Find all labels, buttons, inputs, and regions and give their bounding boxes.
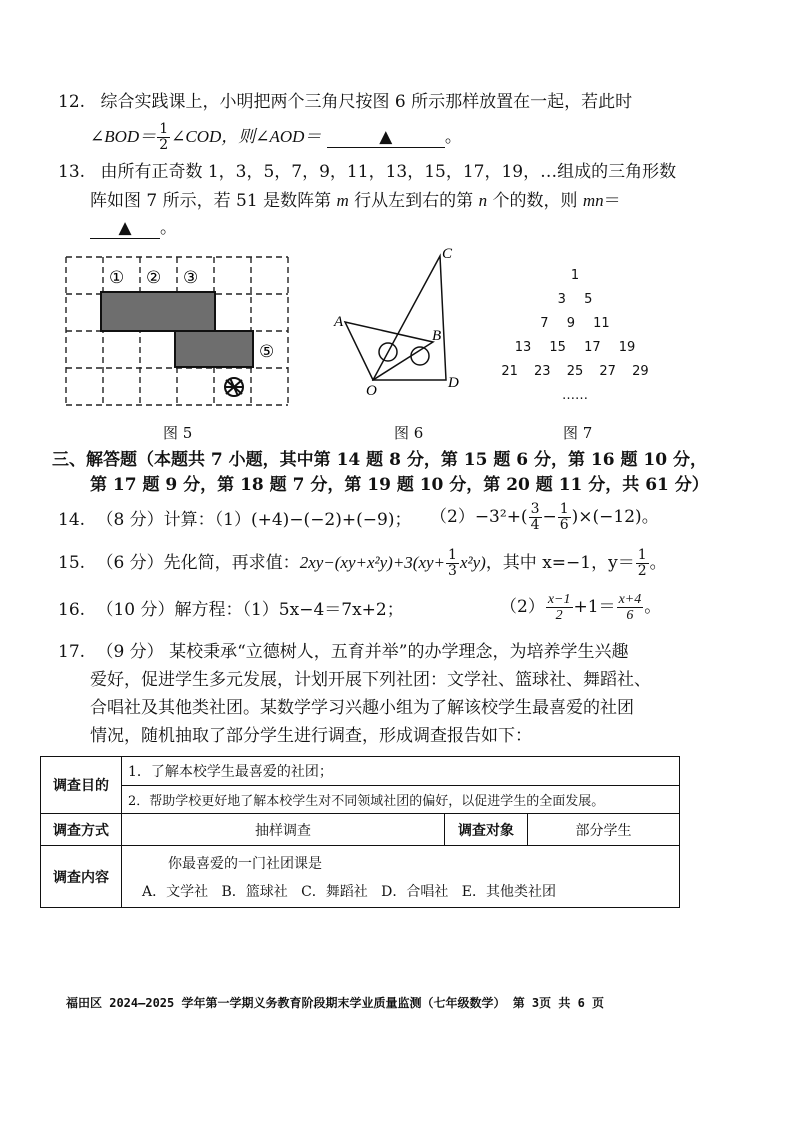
q13-text-2c: 个的数，则	[492, 191, 578, 211]
fig5-shaded-rect-top	[101, 292, 215, 331]
fig7-row-4	[490, 340, 660, 364]
q15-y-frac	[636, 548, 649, 579]
survey-row-purpose	[41, 757, 680, 786]
fig7-number: 1	[570, 268, 580, 283]
fig6-triangle-cod	[373, 256, 446, 380]
section-3-title-line2: 第 17 题 9 分，第 18 题 7 分，第 19 题 10 分，第 20 题 11 分，共 61 分）	[90, 475, 709, 495]
fig6-label-o: O	[366, 383, 377, 399]
q17-line4: 情况，随机抽取了部分学生进行调查，形成调查报告如下：	[90, 726, 532, 746]
q17-line1	[58, 642, 628, 662]
q13-line3	[90, 218, 177, 239]
fig7-number: 13	[514, 340, 532, 355]
q12-line1	[58, 92, 632, 112]
q12-frac-num: 1	[159, 121, 169, 137]
q13-line2	[90, 191, 621, 211]
q13-text-2a: 阵如图 7 所示，若 51 是数阵第	[90, 191, 332, 211]
q14-part1: （8 分）计算：（1）(+4)−(−2)+(−9)；	[96, 510, 412, 530]
fig5-label-5: ⑤	[259, 342, 275, 362]
q15-number: 15.	[58, 553, 86, 573]
q15-frac-num: 1	[448, 547, 457, 563]
q16-frac-2	[617, 592, 644, 623]
survey-row-purpose-2	[41, 786, 680, 814]
q16-part2	[500, 592, 661, 623]
fig7-row-2	[490, 292, 660, 316]
q14-part2-a: （2）−3²+(	[430, 507, 528, 527]
fig6-label-d: D	[448, 375, 459, 391]
q15-expr-a: 2xy−(xy+x²y)+3(xy+	[299, 553, 446, 572]
q12-angle-bod: ∠BOD＝	[90, 127, 157, 146]
q16-number: 16.	[58, 600, 86, 620]
q14-frac-1-den: 4	[530, 517, 540, 533]
q13-text-2d: ＝	[603, 191, 621, 211]
q16-end: 。	[644, 597, 662, 617]
fig7-number: 11	[593, 316, 610, 331]
fig7-number: 19	[618, 340, 636, 355]
figure-7-caption: 图 7	[563, 424, 593, 442]
fig7-number: 7	[540, 316, 549, 331]
q13-end: 。	[160, 218, 177, 238]
q16-frac-2-den: 6	[626, 608, 634, 623]
q13-text-1: 由所有正奇数 1，3，5，7，9，11，13，15，17，19，…组成的三角形数	[100, 162, 677, 182]
fig7-number: 27	[599, 364, 616, 379]
q17-line3: 合唱社及其他类社团。某数学学习兴趣小组为了解该校学生最喜爱的社团	[90, 698, 634, 718]
figure-6-caption: 图 6	[394, 424, 424, 442]
q12-number: 12.	[58, 92, 86, 112]
q14-part2	[430, 502, 659, 533]
q16-part1: （10 分）解方程：（1）5x−4＝7x+2；	[96, 600, 404, 620]
fig7-number: 21	[501, 364, 518, 379]
survey-object-label: 调查对象	[445, 814, 528, 846]
q16-frac-1-num: x−1	[547, 592, 571, 607]
page-footer: 福田区 2024—2025 学年第一学期义务教育阶段期末学业质量监测（七年级数学） 第 3页 共 6 页	[66, 996, 605, 1010]
q13-var-n: n	[478, 191, 488, 210]
fig5-label-1: ①	[109, 268, 125, 288]
q12-answer-mark: ▲	[379, 127, 393, 147]
figure-7	[490, 268, 660, 408]
survey-row-method	[41, 814, 680, 846]
survey-purpose-2: 2．帮助学校更好地了解本校学生对不同领域社团的偏好，以促进学生的全面发展。	[122, 786, 680, 814]
survey-table	[40, 756, 680, 908]
q15-frac-den: 3	[448, 563, 457, 579]
fig7-row-5	[490, 364, 660, 388]
fig5-label-2: ②	[146, 268, 162, 288]
q17-line2: 爱好，促进学生多元发展，计划开展下列社团：文学社、篮球社、舞蹈社、	[90, 670, 651, 690]
q16-frac-2-num: x+4	[618, 592, 642, 607]
fig7-number: 29	[632, 364, 649, 379]
fig7-row-3	[490, 316, 660, 340]
survey-method-value: 抽样调查	[122, 814, 445, 846]
q15-condition: ，其中 x=−1，y＝	[485, 553, 635, 573]
section-3-title: 三、解答题（本题共 7 小题，其中第 14 题 8 分，第 15 题 6 分，第 16 题 10 分，	[52, 450, 707, 470]
q13-var-mn: mn	[582, 191, 604, 210]
fig6-label-c: C	[442, 246, 453, 262]
q15-y-den: 2	[637, 563, 647, 579]
q12-frac-den: 2	[159, 137, 169, 153]
q14-frac-2	[558, 502, 571, 533]
figure-6	[328, 244, 468, 404]
fig7-number: 5	[584, 292, 593, 307]
survey-purpose-label: 调查目的	[41, 757, 122, 814]
q13-text-2b: 行从左到右的第	[354, 191, 474, 211]
q12-fraction	[157, 122, 170, 153]
fig6-label-b: B	[432, 328, 442, 344]
fig7-number: 17	[584, 340, 601, 355]
survey-content-label: 调查内容	[41, 846, 122, 908]
q12-text: 综合实践课上，小明把两个三角尺按图 6 所示那样放置在一起，若此时	[100, 92, 633, 112]
q15	[58, 548, 667, 579]
fig7-number: 3	[557, 292, 566, 307]
figure-5-caption: 图 5	[163, 424, 193, 442]
fig5-label-3: ③	[183, 268, 199, 288]
fig7-number: 25	[566, 364, 584, 379]
figure-5	[62, 254, 294, 410]
fig7-row-1	[490, 268, 660, 292]
q14-number: 14.	[58, 510, 86, 530]
q16	[58, 600, 404, 620]
q12-angle-cod: ∠COD，则∠AOD＝	[171, 127, 322, 146]
q16-frac-1-den: 2	[555, 608, 563, 623]
survey-object-value: 部分学生	[528, 814, 680, 846]
q13-number: 13.	[58, 162, 86, 182]
fig5-shaded-rect-bottom	[175, 331, 253, 367]
q12-line2	[90, 122, 462, 153]
survey-method-label: 调查方式	[41, 814, 122, 846]
q13-line1	[58, 162, 676, 182]
q13-answer-blank	[90, 218, 160, 239]
q14-frac-1	[529, 502, 542, 533]
q17-text-1: （9 分） 某校秉承“立德树人，五育并举”的办学理念，为培养学生兴趣	[96, 642, 629, 662]
q14-minus: −	[542, 507, 557, 527]
q16-plus-one: +1＝	[573, 597, 616, 617]
fig5-scribbled-mark	[225, 378, 243, 396]
q14	[58, 510, 411, 530]
fig7-ellipsis: ……	[562, 388, 588, 403]
q13-var-m: m	[336, 191, 349, 210]
q12-answer-blank	[327, 127, 445, 148]
survey-purpose-1: 1．了解本校学生最喜爱的社团；	[122, 757, 680, 786]
survey-content-options: A．文学社 B．篮球社 C．舞蹈社 D．合唱社 E．其他类社团	[142, 883, 556, 900]
q16-frac-1	[546, 592, 573, 623]
q14-part2-b: )×(−12)。	[571, 507, 659, 527]
q15-expr-b: x²y)	[459, 553, 486, 572]
q17-number: 17.	[58, 642, 86, 662]
q15-head: （6 分）先化简，再求值：	[96, 553, 300, 573]
survey-content	[122, 846, 680, 908]
q15-end: 。	[649, 553, 667, 573]
fig7-number: 23	[534, 364, 551, 379]
fig7-number: 15	[549, 340, 566, 355]
survey-content-question: 你最喜爱的一门社团课是	[168, 855, 322, 872]
survey-row-content	[41, 846, 680, 908]
q14-frac-1-num: 3	[530, 501, 540, 517]
q13-answer-mark: ▲	[118, 218, 132, 238]
q12-end: 。	[444, 127, 462, 147]
q15-frac	[446, 548, 459, 579]
q14-frac-2-den: 6	[559, 517, 569, 533]
q16-part2-label: （2）	[500, 597, 545, 617]
q15-y-num: 1	[637, 547, 647, 563]
fig7-number: 9	[566, 316, 575, 331]
q14-frac-2-num: 1	[559, 501, 569, 517]
fig6-label-a: A	[334, 314, 344, 330]
